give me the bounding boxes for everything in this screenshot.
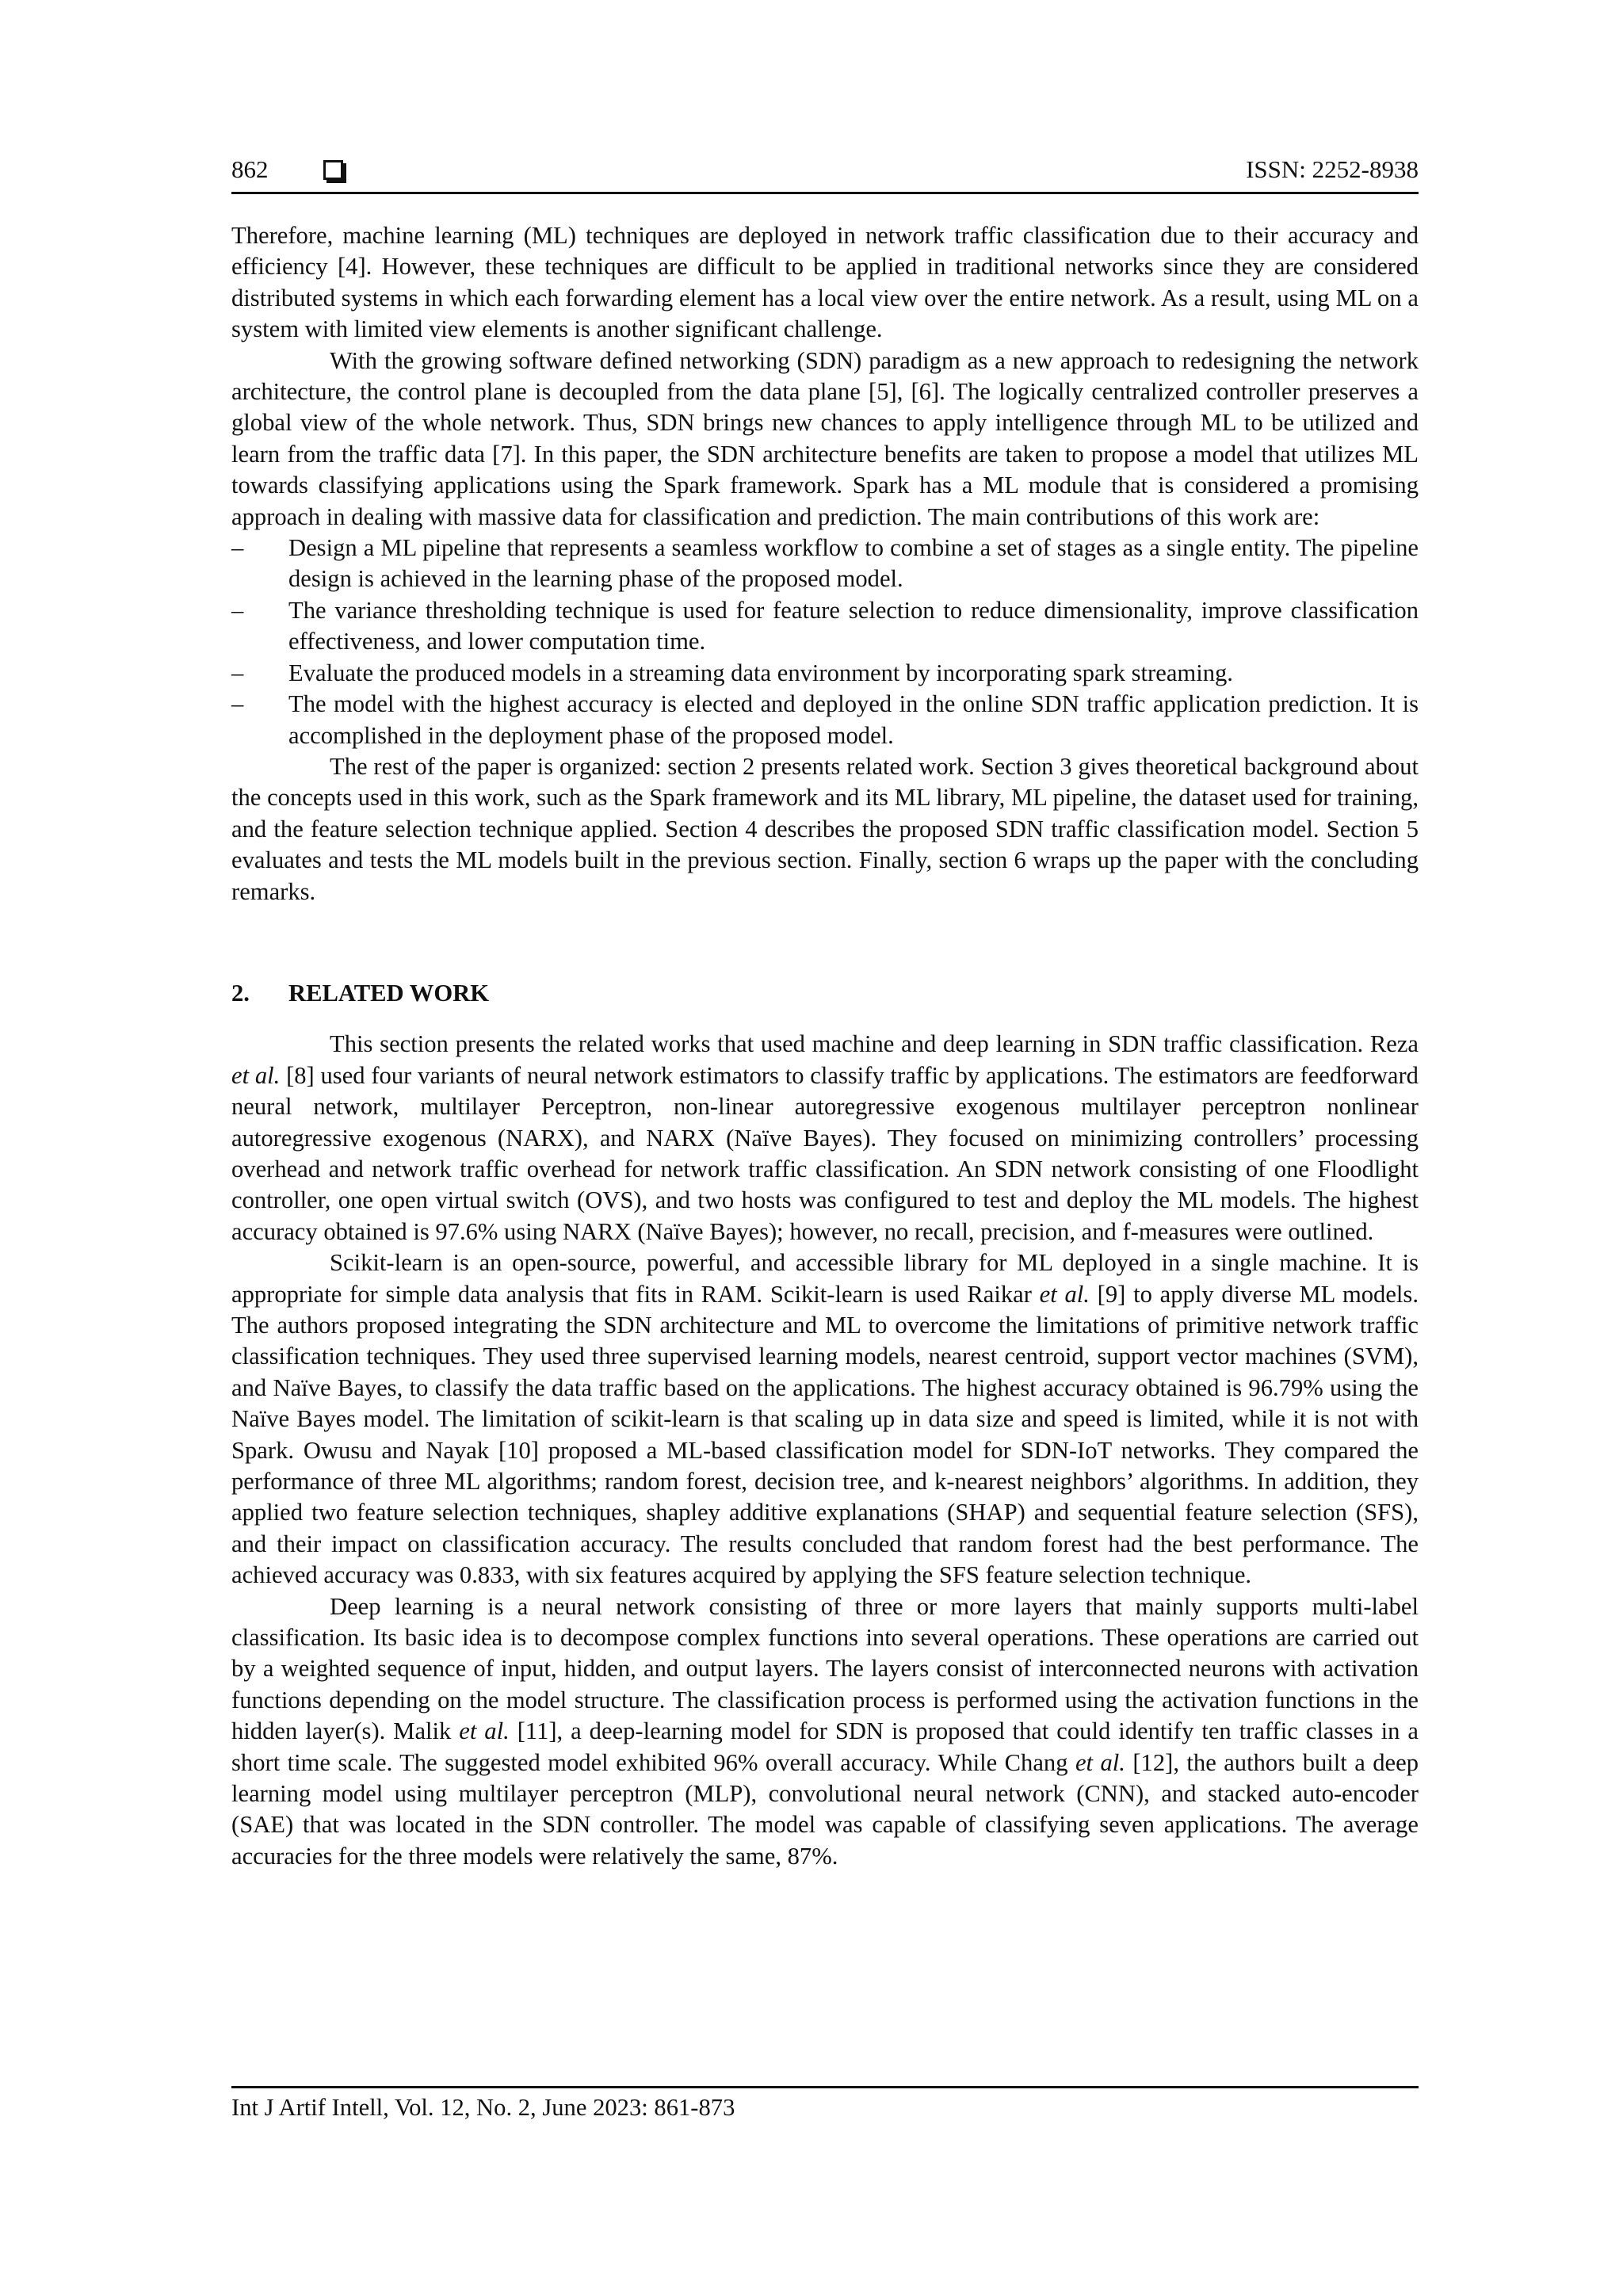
paragraph-sdn-overview: With the growing software defined networking (SDN) paradigm as a new approach to redesigning the network architecture, the control plane is decoupled from the data plane [5], [6]. The logically centralized controller preserves a global view of the whole network. Thus, SDN brings new chances to apply intelligence through ML to be utilized and learn from the traffic data [7]. In this paper, the SDN architecture benefits are taken to propose a model that utilizes ML towards classifying applications using the Spark framework. Spark has a ML module that is considered a promising approach in dealing with massive data for classification and prediction. The main contributions of this work are: [231, 346, 1419, 530]
section-heading [231, 977, 1419, 1009]
list-item-text: The variance thresholding technique is used for feature selection to reduce dimensionality, improve classification effectiveness, and lower computation time. [288, 596, 1419, 655]
et-al: et al. [1075, 1748, 1125, 1776]
page-footer [231, 2086, 1419, 2123]
dash-bullet: – [231, 690, 244, 718]
list-item-text: The model with the highest accuracy is elected and deployed in the online SDN traffic application prediction. It is accomplished in the deployment phase of the proposed model. [288, 690, 1419, 749]
page-number: 862 [231, 155, 269, 183]
list-item [231, 595, 1419, 658]
square-box-icon [323, 160, 343, 180]
dash-bullet: – [231, 659, 244, 686]
list-item-text: Design a ML pipeline that represents a seamless workflow to combine a set of stages as a single entity. The pipeline design is achieved in the learning phase of the proposed model. [288, 534, 1419, 593]
contributions-list [231, 533, 1419, 751]
et-al: et al. [459, 1717, 510, 1745]
dash-bullet: – [231, 534, 244, 562]
dash-bullet: – [231, 596, 244, 624]
page-header [231, 155, 1419, 194]
journal-citation: Int J Artif Intell, Vol. 12, No. 2, June 2023: 861-873 [231, 2094, 735, 2121]
et-al: et al. [231, 1061, 281, 1089]
article-body [231, 220, 1419, 1872]
list-item-text: Evaluate the produced models in a streaming data environment by incorporating spark streaming. [288, 659, 1233, 686]
et-al: et al. [1039, 1280, 1090, 1308]
paragraph-scikit-learn: Scikit-learn is an open-source, powerful, and accessible library for ML deployed in a single machine. It is appropriate for simple data analysis that fits in RAM. Scikit-learn is used Raikar et al. [9] to apply diverse ML models. The authors proposed integrating the SDN architecture and ML to overcome the limitations of primitive network traffic classification techniques. They used three supervised learning models, nearest centroid, support vector machines (SVM), and Naïve Bayes, to classify the data traffic based on the applications. The highest accuracy obtained is 96.79% using the Naïve Bayes model. The limitation of scikit-learn is that scaling up in data size and speed is limited, while it is not with Spark. Owusu and Nayak [10] proposed a ML-based classification model for SDN-IoT networks. They compared the performance of three ML algorithms; random forest, decision tree, and k-nearest neighbors’ algorithms. In addition, they applied two feature selection techniques, shapley additive explanations (SHAP) and sequential feature selection (SFS), and their impact on classification accuracy. The results concluded that random forest had the best performance. The achieved accuracy was 0.833, with six features acquired by applying the SFS feature selection technique. [231, 1249, 1419, 1589]
paragraph-deep-learning: Deep learning is a neural network consisting of three or more layers that mainly supports multi-label classification. Its basic idea is to decompose complex functions into several operations. These operations are carried out by a weighted sequence of input, hidden, and output layers. The layers consist of interconnected neurons with activation functions depending on the model structure. The classification process is performed using the activation functions in the hidden layer(s). Malik et al. [11], a deep-learning model for SDN is proposed that could identify ten traffic classes in a short time scale. The suggested model exhibited 96% overall accuracy. While Chang et al. [12], the authors built a deep learning model using multilayer perceptron (MLP), convolutional neural network (CNN), and stacked auto-encoder (SAE) that was located in the SDN controller. The model was capable of classifying seven applications. The average accuracies for the three models were relatively the same, 87%. [231, 1592, 1419, 1870]
issn-label: ISSN: 2252-8938 [1246, 155, 1419, 183]
list-item [231, 689, 1419, 751]
paragraph-paper-organization: The rest of the paper is organized: section 2 presents related work. Section 3 gives theoretical background about the concepts used in this work, such as the Spark framework and its ML library, ML pipeline, the dataset used for training, and the feature selection technique applied. Section 4 describes the proposed SDN traffic classification model. Section 5 evaluates and tests the ML models built in the previous section. Finally, section 6 wraps up the paper with the concluding remarks. [231, 752, 1419, 905]
list-item [231, 658, 1419, 689]
paragraph-intro-ml: Therefore, machine learning (ML) techniques are deployed in network traffic classification due to their accuracy and efficiency [4]. However, these techniques are difficult to be applied in traditional networks since they are considered distributed systems in which each forwarding element has a local view over the entire network. As a result, using ML on a system with limited view elements is another significant challenge. [231, 222, 1419, 343]
section-number: 2. [231, 979, 250, 1007]
paragraph-related-work-intro: This section presents the related works that used machine and deep learning in SDN traffic classification. Reza et al. [8] used four variants of neural network estimators to classify traffic by applications. The estimators are feedforward neural network, multilayer Perceptron, non-linear autoregressive exogenous multilayer perceptron nonlinear autoregressive exogenous (NARX), and NARX (Naïve Bayes). They focused on minimizing controllers’ processing overhead and network traffic overhead for network traffic classification. An SDN network consisting of one Floodlight controller, one open virtual switch (OVS), and two hosts was configured to test and deploy the ML models. The highest accuracy obtained is 97.6% using NARX (Naïve Bayes); however, no recall, precision, and f-measures were outlined. [231, 1030, 1419, 1245]
list-item [231, 533, 1419, 595]
section-title: RELATED WORK [288, 979, 490, 1007]
